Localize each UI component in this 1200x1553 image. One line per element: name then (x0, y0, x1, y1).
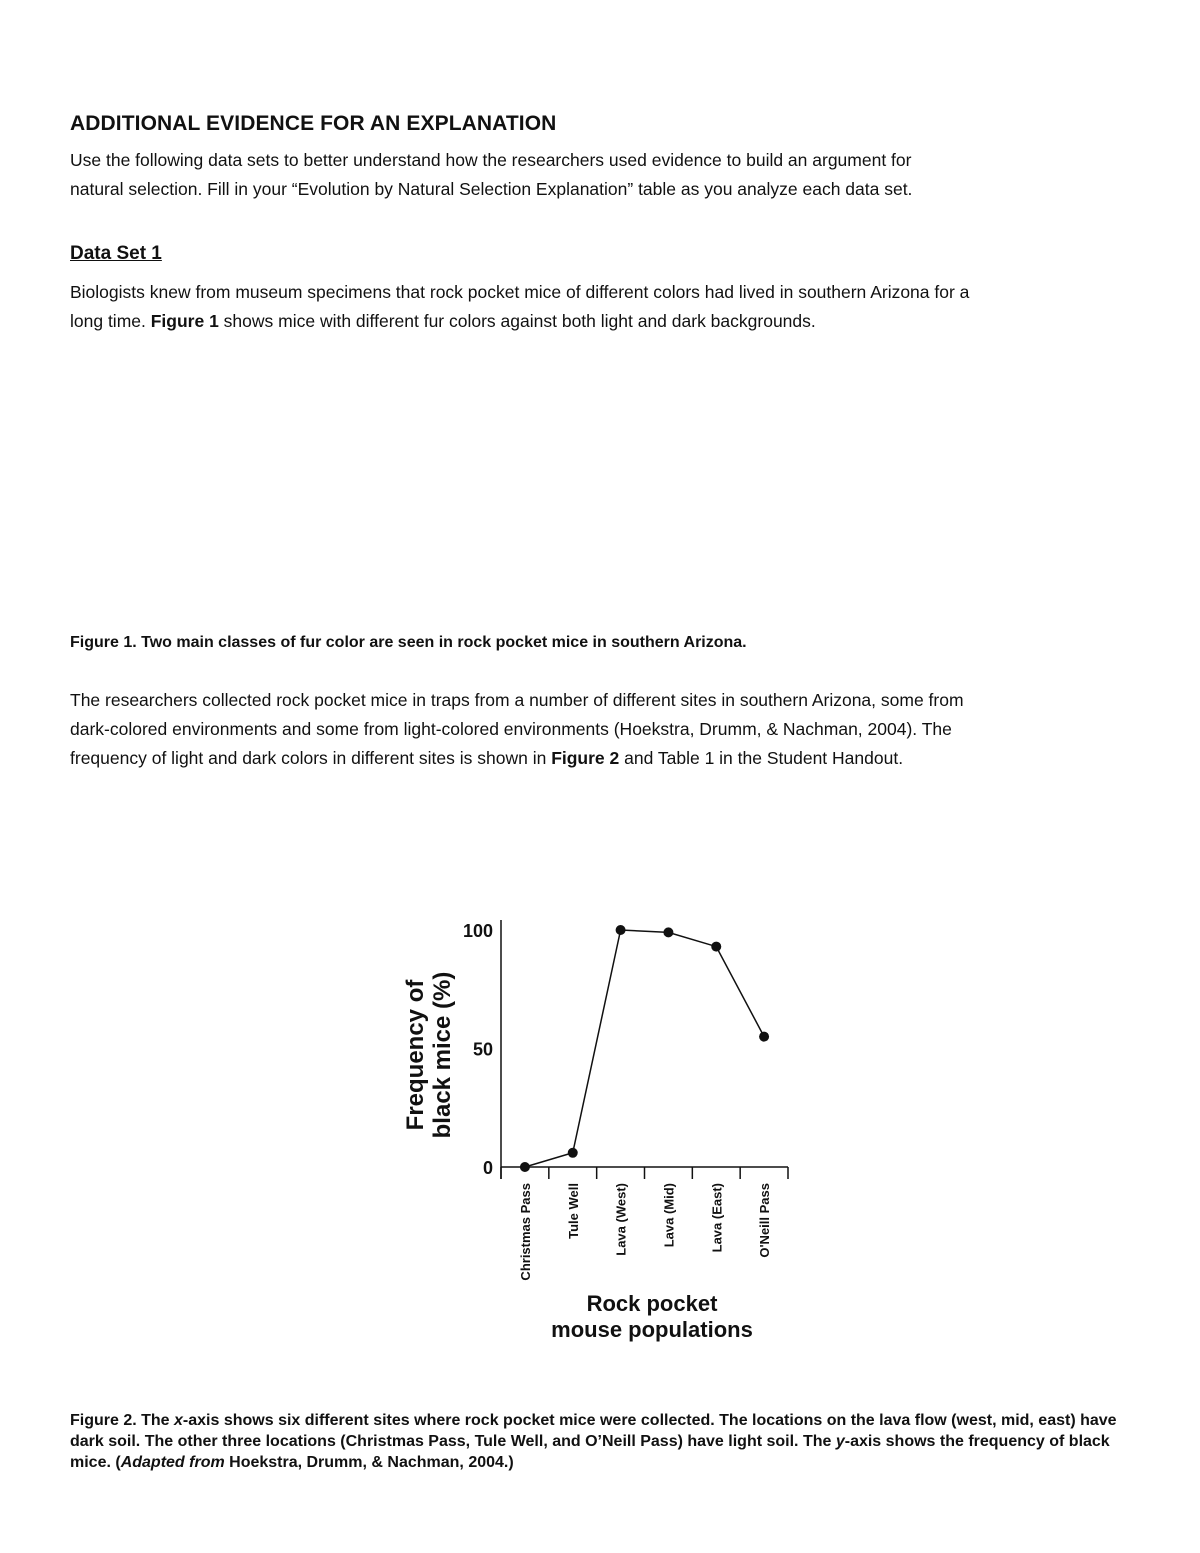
data-point-4 (711, 942, 721, 952)
chart-ticks (463, 921, 788, 1281)
researchers-line-3-end: and Table 1 in the Student Handout. (619, 748, 904, 768)
data-point-1 (568, 1148, 578, 1158)
dataset-line-1: Biologists knew from museum specimens that rock pocket mice of different colors had lived in southern Arizona for a (70, 282, 970, 302)
figure-2-reference: Figure 2 (551, 748, 620, 768)
researchers-line-3-start: frequency of light and dark colors in different sites is shown in (70, 748, 552, 768)
series-line (525, 930, 764, 1167)
intro-line-2: natural selection. Fill in your “Evolution by Natural Selection Explanation” table as you analyze each data set. (70, 179, 913, 199)
x-tick-label-4: Lava (East) (709, 1183, 725, 1253)
intro-line-1: Use the following data sets to better understand how the researchers used evidence to build an argument for (70, 150, 912, 170)
figure-1-reference: Figure 1 (150, 311, 219, 331)
x-tick-label-1: Tule Well (565, 1183, 581, 1239)
caption-part-1: Figure 2. The (70, 1412, 175, 1429)
intro-paragraph (70, 146, 1130, 204)
dataset-line-2 (70, 307, 1130, 336)
data-point-3 (663, 927, 673, 937)
y-tick-label-50: 50 (472, 1039, 493, 1060)
researchers-line-3 (70, 744, 1130, 773)
x-tick-label-5: O'Neill Pass (757, 1183, 773, 1258)
x-tick-label-0: Christmas Pass (517, 1183, 533, 1281)
data-point-5 (759, 1032, 769, 1042)
chart-series (525, 930, 764, 1167)
data-point-2 (616, 925, 626, 935)
researchers-paragraph (70, 686, 1130, 773)
data-set-title: Data Set 1 (70, 243, 162, 264)
x-tick-label-3: Lava (Mid) (661, 1183, 677, 1248)
y-axis-title-line-1: Frequency of (402, 979, 429, 1131)
chart-points (520, 925, 769, 1172)
researchers-line-1: The researchers collected rock pocket mice in traps from a number of different sites in southern Arizona, some from (70, 690, 964, 710)
data-point-0 (520, 1162, 530, 1172)
figure-2-chart (380, 895, 810, 1355)
caption-adapted-italic: Adapted from (120, 1454, 225, 1471)
chart-axes (501, 920, 788, 1179)
x-axis-title-line-2: mouse populations (551, 1317, 753, 1342)
x-axis-title-line-1: Rock pocket (586, 1291, 718, 1316)
y-tick-label-100: 100 (462, 921, 493, 941)
x-tick-label-2: Lava (West) (613, 1183, 629, 1256)
dataset-line-2-end: shows mice with different fur colors against both light and dark backgrounds. (218, 311, 816, 331)
dataset-paragraph (70, 278, 1130, 336)
y-axis-title-line-2: black mice (%) (429, 971, 456, 1139)
caption-y-italic: y (835, 1433, 845, 1450)
researchers-line-2: dark-colored environments and some from light-colored environments (Hoekstra, Drumm, & Nachman, 2004). The (70, 719, 952, 739)
caption-x-italic: x (174, 1412, 183, 1429)
figure-1-caption: Figure 1. Two main classes of fur color are seen in rock pocket mice in southern Arizona. (70, 634, 747, 651)
caption-part-2: -axis shows six different sites where rock pocket mice were collected. The locations on the lava flow (west, mid, east) have dark soil. The other three locations (Christmas Pass, Tule Well, and O’Neill Pass) have light soil. The (70, 1412, 1117, 1450)
figure-2-caption (70, 1410, 1130, 1473)
y-tick-label-0: 0 (482, 1158, 493, 1178)
caption-part-4: Hoekstra, Drumm, & Nachman, 2004.) (224, 1454, 514, 1471)
caption-part-3: -axis shows the frequency of black mice. ( (70, 1433, 1110, 1471)
dataset-line-2-start: long time. (70, 311, 151, 331)
page-heading: ADDITIONAL EVIDENCE FOR AN EXPLANATION (70, 112, 557, 135)
